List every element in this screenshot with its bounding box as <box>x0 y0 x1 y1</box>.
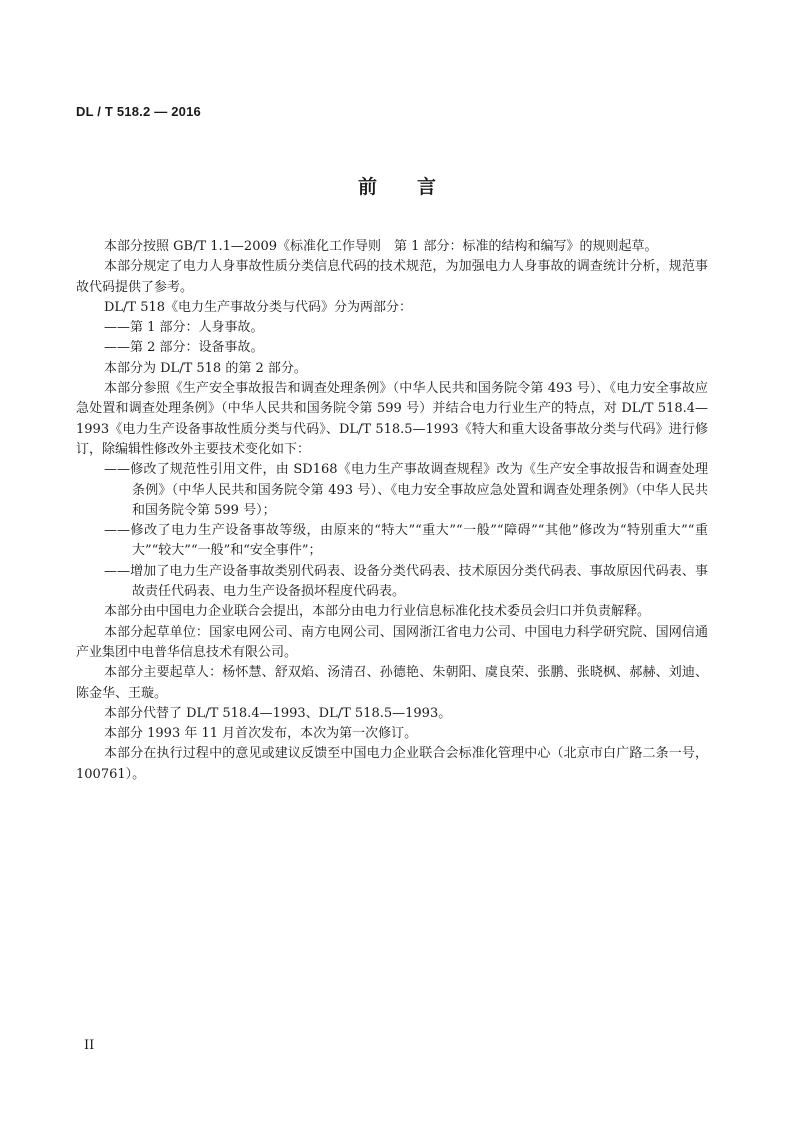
document-id-header: DL / T 518.2 — 2016 <box>76 104 201 119</box>
paragraph-part-number: 本部分为 DL/T 518 的第 2 部分。 <box>104 360 307 376</box>
foreword-body <box>76 237 708 785</box>
list-item-part2: ——第 2 部分：设备事故。 <box>104 340 264 356</box>
change-item-levels: ——修改了电力生产设备事故等级，由原来的“特大”“重大”“一般”“障碍”“其他”修改为“特别重大”“重大”“较大”“一般”和“安全事件”； <box>104 523 708 559</box>
paragraph-drafting-rules: 本部分按照 GB/T 1.1—2009《标准化工作导则 第 1 部分：标准的结构和编写》的规则起草。 <box>104 239 658 254</box>
page-number: II <box>84 1038 95 1053</box>
paragraph-replaces: 本部分代替了 DL/T 518.4—1993、DL/T 518.5—1993。 <box>104 705 452 721</box>
title-char-1: 前 <box>357 176 377 198</box>
paragraph-drafting-units: 本部分起草单位：国家电网公司、南方电网公司、国网浙江省电力公司、中国电力科学研究院、国网信通产业集团中电普华信息技术有限公司。 <box>76 624 708 660</box>
paragraph-structure: DL/T 518《电力生产事故分类与代码》分为两部分： <box>104 299 413 315</box>
paragraph-history: 本部分 1993 年 11 月首次发布，本次为第一次修订。 <box>104 726 418 742</box>
paragraph-revision-basis: 本部分参照《生产安全事故报告和调查处理条例》（中华人民共和国务院令第 493 号）、《电力安全事故应急处置和调查处理条例》（中华人民共和国务院令第 599 号）并结合电力行业生产的特点，对 DL/T 518.4—1993《电力生产设备事故性质分类与代码》、DL/T 518.5—1993《特大和重大设备事故分类与代码》进行修订，除编辑性修改外主要技术变化如下： <box>76 381 708 457</box>
page-title <box>0 172 794 199</box>
list-item-part1: ——第 1 部分：人身事故。 <box>104 320 264 336</box>
change-item-references: ——修改了规范性引用文件，由 SD168《电力生产事故调查规程》改为《生产安全事故报告和调查处理条例》（中华人民共和国务院令第 493 号）、《电力安全事故应急处置和调查处理条例》（中华人民共和国务院令第 599 号）； <box>104 462 708 518</box>
paragraph-proposer: 本部分由中国电力企业联合会提出，本部分由电力行业信息标准化技术委员会归口并负责解释。 <box>104 604 651 620</box>
paragraph-scope: 本部分规定了电力人身事故性质分类信息代码的技术规范，为加强电力人身事故的调查统计分析，规范事故代码提供了参考。 <box>76 259 708 295</box>
change-item-code-tables: ——增加了电力生产设备事故类别代码表、设备分类代码表、技术原因分类代码表、事故原因代码表、事故责任代码表、电力生产设备损坏程度代码表。 <box>104 563 708 600</box>
paragraph-drafters: 本部分主要起草人：杨怀慧、舒双焰、汤清召、孙德艳、朱朝阳、虞良荣、张鹏、张晓枫、郝赫、刘迪、陈金华、王璇。 <box>76 665 708 701</box>
paragraph-feedback: 本部分在执行过程中的意见或建议反馈至中国电力企业联合会标准化管理中心（北京市白广路二条一号，100761）。 <box>76 746 708 782</box>
title-char-2: 言 <box>417 176 437 198</box>
